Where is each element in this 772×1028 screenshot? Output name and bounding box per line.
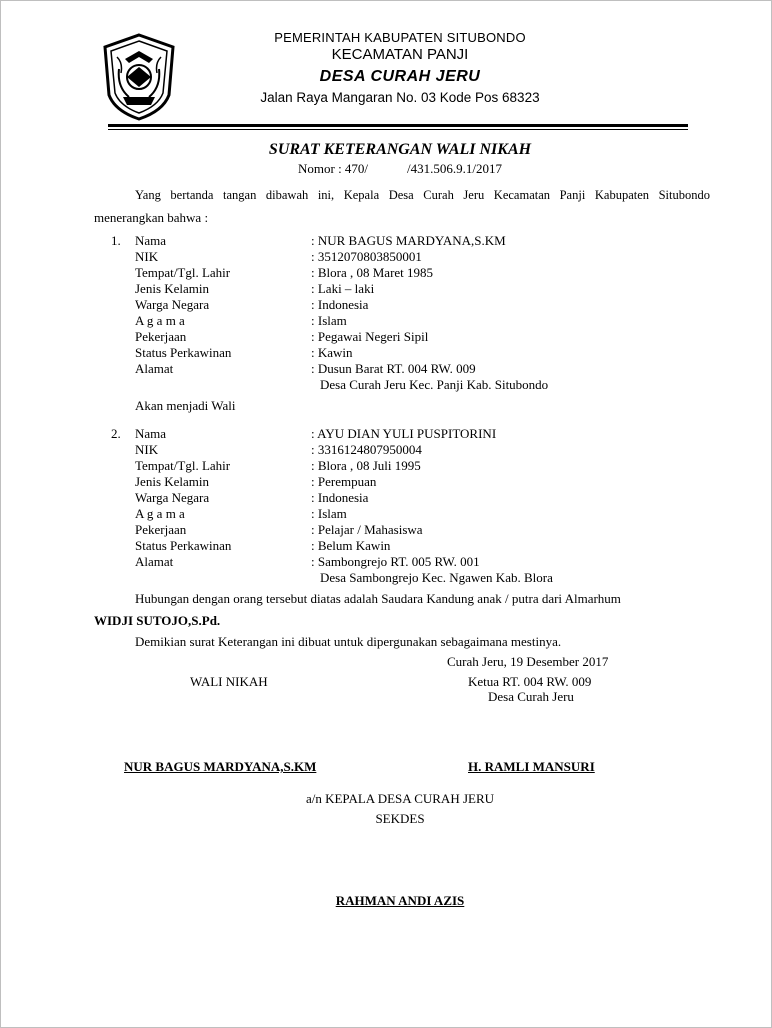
person1-value-address-2: Desa Curah Jeru Kec. Panji Kab. Situbondo (320, 377, 549, 392)
person1-label-nik: NIK (135, 249, 159, 264)
person1-value-occupation: : Pegawai Negeri Sipil (311, 329, 429, 344)
person2-label-occupation: Pekerjaan (135, 522, 187, 537)
person1-label-ttl: Tempat/Tgl. Lahir (135, 265, 231, 280)
regency-emblem-icon (103, 33, 176, 121)
signature-right-name: H. RAMLI MANSURI (468, 759, 595, 774)
person2-label-gender: Jenis Kelamin (135, 474, 210, 489)
intro-line-1: Yang bertanda tangan dibawah ini, Kepala Desa Curah Jeru Kecamatan Panji Kabupaten Situbondo (135, 188, 710, 202)
person2-value-citizenship: : Indonesia (311, 490, 369, 505)
document-title: SURAT KETERANGAN WALI NIKAH (268, 141, 532, 158)
header-rule-thin (108, 129, 688, 130)
header-village: DESA CURAH JERU (319, 68, 481, 85)
signature-left-title: WALI NIKAH (190, 674, 268, 689)
person1-value-marital: : Kawin (311, 345, 353, 360)
signature-center-name: RAHMAN ANDI AZIS (335, 893, 465, 908)
akan-menjadi-wali: Akan menjadi Wali (135, 398, 236, 413)
relationship-father-name: WIDJI SUTOJO,S.Pd. (94, 613, 221, 628)
person2-value-address: : Sambongrejo RT. 005 RW. 001 (311, 554, 480, 569)
document-number: Nomor : 470/ /431.506.9.1/2017 (297, 161, 503, 176)
person2-label-address: Alamat (135, 554, 174, 569)
person1-label-nama: Nama (135, 233, 167, 248)
person2-label-religion: A g a m a (135, 506, 185, 521)
person2-label-citizenship: Warga Negara (135, 490, 210, 505)
person2-value-nama: : AYU DIAN YULI PUSPITORINI (311, 426, 497, 441)
signature-right-title-2: Desa Curah Jeru (488, 689, 574, 704)
person1-label-marital: Status Perkawinan (135, 345, 232, 360)
header-rule-thick (108, 124, 688, 127)
person1-label-occupation: Pekerjaan (135, 329, 187, 344)
header-government: PEMERINTAH KABUPATEN SITUBONDO (274, 30, 526, 45)
person2-label-nik: NIK (135, 442, 159, 457)
person2-value-religion: : Islam (311, 506, 347, 521)
person2-value-gender: : Perempuan (311, 474, 377, 489)
person1-value-gender: : Laki – laki (311, 281, 375, 296)
person1-label-address: Alamat (135, 361, 174, 376)
person1-label-citizenship: Warga Negara (135, 297, 210, 312)
person1-label-religion: A g a m a (135, 313, 185, 328)
person2-value-ttl: : Blora , 08 Juli 1995 (311, 458, 421, 473)
person1-number: 1. (111, 233, 121, 248)
person2-value-nik: : 3316124807950004 (311, 442, 422, 457)
signature-center-title-1: a/n KEPALA DESA CURAH JERU (305, 791, 495, 806)
person1-value-ttl: : Blora , 08 Maret 1985 (311, 265, 434, 280)
header-district: KECAMATAN PANJI (331, 46, 469, 63)
person1-value-religion: : Islam (311, 313, 347, 328)
signature-center-title-2: SEKDES (375, 811, 425, 826)
signature-right-title-1: Ketua RT. 004 RW. 009 (468, 674, 592, 689)
person2-value-marital: : Belum Kawin (311, 538, 391, 553)
person2-label-marital: Status Perkawinan (135, 538, 232, 553)
person1-label-gender: Jenis Kelamin (135, 281, 210, 296)
header-address: Jalan Raya Mangaran No. 03 Kode Pos 68323 (260, 90, 540, 105)
person1-value-address: : Dusun Barat RT. 004 RW. 009 (311, 361, 476, 376)
place-date: Curah Jeru, 19 Desember 2017 (447, 654, 609, 669)
person1-value-citizenship: : Indonesia (311, 297, 369, 312)
person2-label-ttl: Tempat/Tgl. Lahir (135, 458, 231, 473)
closing-statement: Demikian surat Keterangan ini dibuat untuk dipergunakan sebagaimana mestinya. (135, 634, 562, 649)
person2-value-occupation: : Pelajar / Mahasiswa (311, 522, 423, 537)
intro-line-2: menerangkan bahwa : (94, 210, 209, 225)
person2-value-address-2: Desa Sambongrejo Kec. Ngawen Kab. Blora (320, 570, 553, 585)
person1-value-nik: : 3512070803850001 (311, 249, 422, 264)
person1-value-nama: : NUR BAGUS MARDYANA,S.KM (311, 233, 506, 248)
person2-number: 2. (111, 426, 121, 441)
signature-left-name: NUR BAGUS MARDYANA,S.KM (124, 759, 317, 774)
relationship-line: Hubungan dengan orang tersebut diatas adalah Saudara Kandung anak / putra dari Almarhum (135, 591, 621, 606)
person2-label-nama: Nama (135, 426, 167, 441)
